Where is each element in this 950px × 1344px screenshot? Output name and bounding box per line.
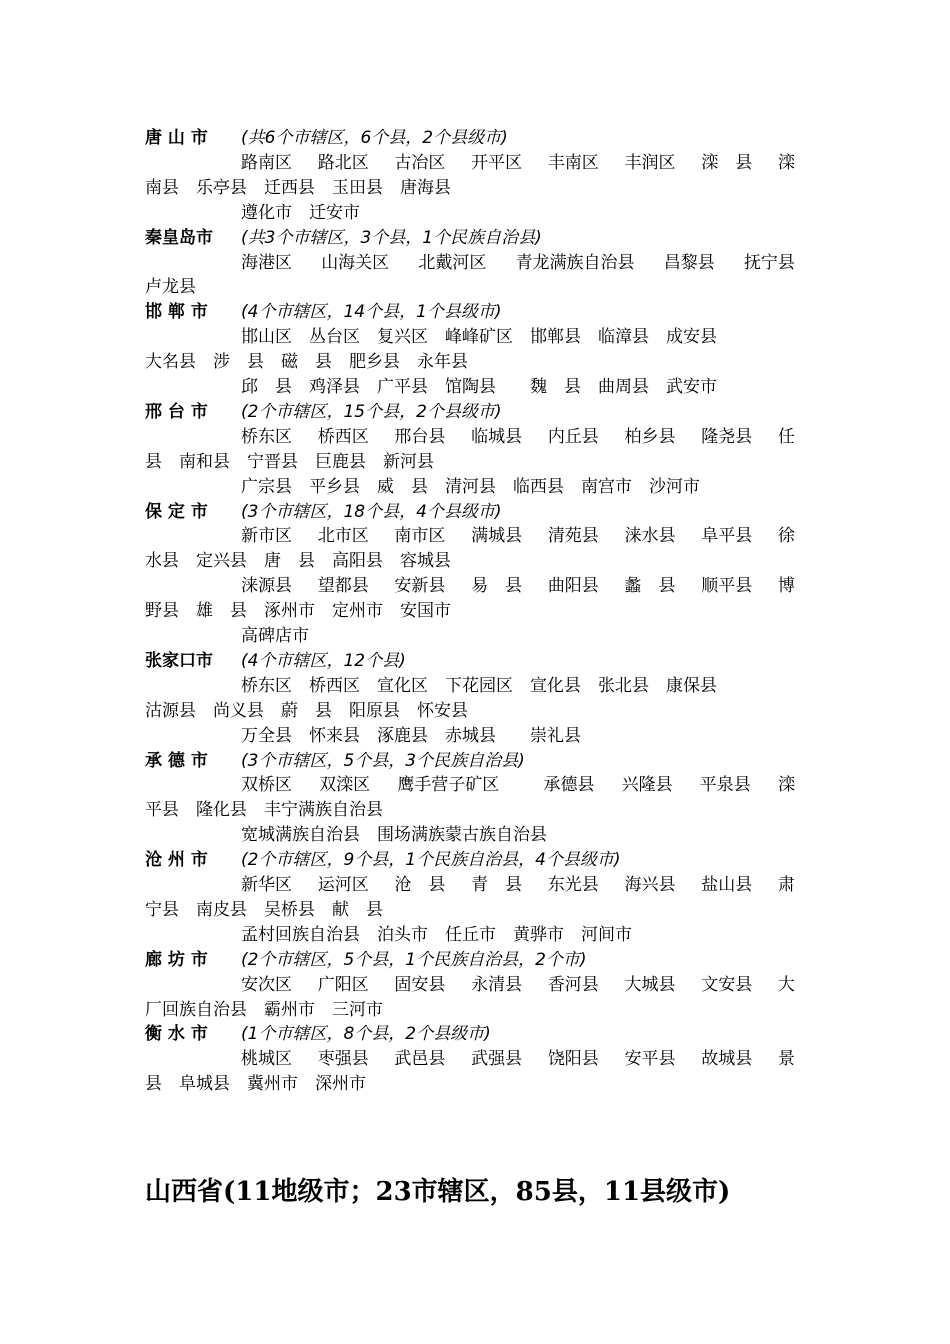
county-line — [145, 1072, 805, 1097]
county-row — [145, 450, 795, 475]
county-name: 南宫市 — [581, 476, 632, 497]
county-line — [145, 773, 805, 798]
county-name: 丰南区 — [547, 152, 599, 173]
county-name: 运河区 — [317, 875, 369, 895]
county-line — [145, 1047, 805, 1072]
county-name: 蠡 县 — [624, 576, 676, 597]
county-name: 宁晋县 — [247, 451, 298, 472]
county-name: 馆陶县 — [445, 377, 496, 397]
county-row — [145, 1072, 795, 1097]
county-name: 高碑店市 — [241, 626, 309, 646]
county-name: 沙河市 — [649, 476, 700, 497]
county-row — [241, 773, 795, 798]
county-name: 北戴河区 — [418, 252, 487, 273]
county-line — [145, 524, 805, 549]
county-name: 双滦区 — [319, 775, 371, 796]
county-name: 临城县 — [471, 426, 523, 447]
county-name: 满城县 — [471, 526, 523, 547]
county-name: 南皮县 — [196, 899, 247, 920]
county-row — [145, 549, 795, 574]
city-name: 张家口市 — [145, 650, 213, 671]
county-name: 顺平县 — [701, 576, 753, 597]
county-name: 开平区 — [471, 152, 523, 173]
county-name: 永清县 — [471, 974, 523, 995]
city-name: 秦皇岛市 — [145, 227, 213, 248]
county-name: 涉 县 — [213, 352, 264, 373]
county-name: 武邑县 — [394, 1049, 446, 1070]
city-header — [145, 300, 805, 325]
county-name: 怀安县 — [417, 700, 468, 721]
county-name: 沧 县 — [394, 875, 446, 895]
county-line — [145, 624, 805, 649]
county-name: 内丘县 — [547, 426, 599, 447]
county-name: 泊头市 — [377, 924, 428, 945]
county-row — [241, 1047, 795, 1072]
county-line — [145, 798, 805, 823]
county-name: 卢龙县 — [145, 277, 196, 298]
county-name: 康保县 — [666, 675, 717, 696]
county-name: 桥西区 — [317, 426, 369, 447]
county-row — [241, 923, 795, 948]
city-name: 廊 坊 市 — [145, 949, 208, 970]
county-name: 涿州市 — [264, 601, 315, 622]
city-summary: (共6个市辖区，6个县，2个县级市) — [241, 128, 508, 148]
county-name: 霸州市 — [264, 999, 315, 1020]
county-name: 大名县 — [145, 352, 196, 373]
county-row — [145, 275, 795, 300]
county-line — [145, 549, 805, 574]
county-name: 清苑县 — [547, 526, 599, 547]
county-name: 大城县 — [624, 974, 676, 995]
county-line — [145, 475, 805, 500]
county-name: 容城县 — [400, 551, 451, 572]
county-row — [241, 973, 795, 998]
county-name: 复兴区 — [377, 327, 428, 348]
county-line — [145, 201, 805, 226]
county-name: 蔚 县 — [281, 700, 332, 721]
county-name: 易 县 — [471, 576, 523, 597]
county-name: 野县 — [145, 601, 179, 622]
county-name: 邯山区 — [241, 327, 292, 348]
county-name: 桥西区 — [309, 675, 360, 696]
county-line — [145, 425, 805, 450]
county-name: 唐海县 — [400, 177, 451, 198]
county-name: 崇礼县 — [513, 725, 581, 746]
county-row — [241, 873, 795, 898]
county-name: 定州市 — [332, 601, 383, 622]
county-name: 鹰手营子矿区 — [397, 775, 517, 796]
county-name: 清河县 — [445, 476, 496, 497]
county-row — [241, 674, 795, 699]
county-name: 青龙满族自治县 — [515, 252, 635, 273]
county-row — [241, 375, 795, 400]
county-name: 宽城满族自治县 — [241, 825, 360, 846]
city-summary: (3个市辖区，18个县，4个县级市) — [241, 501, 502, 522]
county-line — [145, 574, 805, 599]
county-name: 平县 — [145, 800, 179, 821]
county-name: 新河县 — [383, 451, 434, 472]
county-name: 南和县 — [179, 451, 230, 472]
county-name: 巨鹿县 — [315, 451, 366, 472]
county-row — [241, 724, 795, 749]
county-name: 定兴县 — [196, 551, 247, 572]
county-name: 丰宁满族自治县 — [264, 800, 383, 821]
county-line — [145, 674, 805, 699]
province-heading: 山西省(11地级市；23市辖区，85县，11县级市) — [145, 1177, 731, 1207]
county-name: 厂回族自治县 — [145, 999, 247, 1020]
county-name: 迁西县 — [264, 177, 315, 198]
county-name: 成安县 — [666, 327, 717, 348]
county-name: 吴桥县 — [264, 899, 315, 920]
county-line — [145, 375, 805, 400]
county-row — [241, 201, 795, 226]
county-line — [145, 898, 805, 923]
county-line — [145, 251, 805, 276]
city-summary: (4个市辖区，12个县) — [241, 650, 406, 671]
county-name: 安国市 — [400, 601, 451, 622]
county-name: 邯郸县 — [530, 327, 581, 348]
county-name: 下花园区 — [445, 675, 513, 696]
city-summary: (共3个市辖区，3个县，1个民族自治县) — [241, 227, 542, 248]
county-name: 磁 县 — [281, 352, 332, 373]
county-name: 路南区 — [241, 152, 292, 173]
county-name: 阜平县 — [701, 526, 753, 547]
county-row — [241, 475, 795, 500]
county-name: 徐 — [777, 526, 795, 547]
county-name: 平乡县 — [309, 476, 360, 497]
county-row — [145, 599, 795, 624]
county-name: 隆尧县 — [701, 426, 753, 447]
county-row — [241, 624, 795, 649]
county-line — [145, 325, 805, 350]
county-row — [241, 524, 795, 549]
county-row — [241, 574, 795, 599]
county-line — [145, 973, 805, 998]
county-line — [145, 699, 805, 724]
city-header — [145, 1022, 805, 1047]
county-name: 北市区 — [317, 526, 369, 547]
county-name: 曲周县 — [598, 377, 649, 397]
city-name: 邢 台 市 — [145, 401, 208, 422]
county-name: 柏乡县 — [624, 426, 676, 447]
county-name: 武安市 — [666, 377, 717, 397]
county-name: 景 — [777, 1049, 795, 1070]
county-name: 临漳县 — [598, 327, 649, 348]
county-name: 怀来县 — [309, 725, 360, 746]
county-name: 海港区 — [241, 252, 292, 273]
county-name: 临西县 — [513, 476, 564, 497]
county-row — [145, 699, 795, 724]
county-name: 赤城县 — [445, 725, 496, 746]
city-name: 邯 郸 市 — [145, 302, 208, 323]
city-header — [145, 749, 805, 774]
county-name: 冀州市 — [247, 1074, 298, 1095]
county-row — [241, 823, 795, 848]
county-line — [145, 998, 805, 1023]
county-name: 高阳县 — [332, 551, 383, 572]
county-name: 承德县 — [543, 775, 595, 796]
city-name: 保 定 市 — [145, 501, 208, 522]
county-name: 昌黎县 — [663, 252, 715, 273]
county-name: 博 — [777, 576, 795, 597]
county-line — [145, 599, 805, 624]
county-name: 涞水县 — [624, 526, 676, 547]
county-name: 广平县 — [377, 377, 428, 397]
county-name: 盐山县 — [701, 875, 753, 895]
county-name: 迁安市 — [309, 202, 360, 223]
county-name: 曲阳县 — [547, 576, 599, 597]
county-name: 威 县 — [377, 476, 428, 497]
city-header — [145, 500, 805, 525]
county-name: 安平县 — [624, 1049, 676, 1070]
county-row — [145, 350, 795, 375]
county-name: 路北区 — [317, 152, 369, 173]
county-name: 文安县 — [701, 974, 753, 995]
county-name: 桃城区 — [241, 1049, 292, 1070]
county-name: 张北县 — [598, 675, 649, 696]
county-name: 乐亭县 — [196, 177, 247, 198]
county-name: 阜城县 — [179, 1074, 230, 1095]
county-name: 海兴县 — [624, 875, 676, 895]
county-row — [241, 151, 795, 176]
county-name: 永年县 — [417, 352, 468, 373]
county-name: 安次区 — [241, 974, 292, 995]
county-name: 河间市 — [581, 924, 632, 945]
county-name: 山海关区 — [321, 252, 390, 273]
county-name: 故城县 — [701, 1049, 753, 1070]
county-line — [145, 450, 805, 475]
county-row — [145, 176, 795, 201]
county-name: 大 — [777, 974, 795, 995]
county-name: 东光县 — [547, 875, 599, 895]
county-name: 香河县 — [547, 974, 599, 995]
county-row — [241, 251, 795, 276]
city-header — [145, 126, 805, 151]
county-name: 滦 — [777, 152, 795, 173]
county-name: 广宗县 — [241, 476, 292, 497]
city-name: 唐 山 市 — [145, 128, 208, 148]
county-name: 饶阳县 — [547, 1049, 599, 1070]
county-name: 宣化县 — [530, 675, 581, 696]
county-name: 青 县 — [471, 875, 523, 895]
county-name: 任 — [777, 426, 795, 447]
county-row — [145, 998, 795, 1023]
county-name: 古冶区 — [394, 152, 446, 173]
county-name: 涿鹿县 — [377, 725, 428, 746]
city-header — [145, 649, 805, 674]
county-name: 邢台县 — [394, 426, 446, 447]
county-name: 尚义县 — [213, 700, 264, 721]
county-line — [145, 873, 805, 898]
county-name: 魏 县 — [513, 377, 581, 397]
county-name: 涞源县 — [241, 576, 292, 597]
city-name: 沧 州 市 — [145, 850, 208, 871]
county-line — [145, 350, 805, 375]
county-name: 南县 — [145, 177, 179, 198]
county-name: 黄骅市 — [513, 924, 564, 945]
county-name: 抚宁县 — [743, 252, 795, 273]
county-name: 丛台区 — [309, 327, 360, 348]
county-name: 枣强县 — [317, 1049, 369, 1070]
county-name: 滦 县 — [701, 152, 753, 173]
county-name: 孟村回族自治县 — [241, 924, 360, 945]
county-row — [145, 898, 795, 923]
county-line — [145, 151, 805, 176]
county-name: 广阳区 — [317, 974, 369, 995]
city-name: 承 德 市 — [145, 750, 208, 771]
county-row — [145, 798, 795, 823]
county-name: 三河市 — [332, 999, 383, 1020]
city-summary: (1个市辖区，8个县，2个县级市) — [241, 1024, 491, 1045]
city-summary: (2个市辖区，15个县，2个县级市) — [241, 401, 502, 422]
city-header — [145, 848, 805, 873]
county-name: 深州市 — [315, 1074, 366, 1095]
county-line — [145, 823, 805, 848]
county-name: 固安县 — [394, 974, 446, 995]
city-summary: (2个市辖区，5个县，1个民族自治县，2个市) — [241, 949, 587, 970]
county-name: 唐 县 — [264, 551, 315, 572]
county-line — [145, 923, 805, 948]
city-header — [145, 948, 805, 973]
county-name: 宁县 — [145, 899, 179, 920]
county-name: 平泉县 — [699, 775, 751, 796]
county-name: 肃 — [777, 875, 795, 895]
city-summary: (3个市辖区，5个县，3个民族自治县) — [241, 750, 525, 771]
county-name: 献 县 — [332, 899, 383, 920]
city-header — [145, 400, 805, 425]
county-name: 邱 县 — [241, 377, 292, 397]
county-name: 新华区 — [241, 875, 292, 895]
county-name: 水县 — [145, 551, 179, 572]
county-name: 武强县 — [471, 1049, 523, 1070]
county-name: 县 — [145, 1074, 162, 1095]
county-row — [241, 425, 795, 450]
county-name: 鸡泽县 — [309, 377, 360, 397]
county-name: 玉田县 — [332, 177, 383, 198]
county-name: 万全县 — [241, 725, 292, 746]
county-name: 桥东区 — [241, 426, 292, 447]
county-name: 滦 — [777, 775, 795, 796]
county-name: 丰润区 — [624, 152, 676, 173]
county-name: 桥东区 — [241, 675, 292, 696]
city-header — [145, 226, 805, 251]
county-name: 南市区 — [394, 526, 446, 547]
county-name: 望都县 — [317, 576, 369, 597]
county-line — [145, 275, 805, 300]
county-name: 围场满族蒙古族自治县 — [377, 825, 547, 846]
county-name: 双桥区 — [241, 775, 292, 796]
county-name: 安新县 — [394, 576, 446, 597]
county-name: 遵化市 — [241, 202, 292, 223]
county-name: 峰峰矿区 — [445, 327, 513, 348]
county-line — [145, 724, 805, 749]
county-line — [145, 176, 805, 201]
county-name: 宣化区 — [377, 675, 428, 696]
county-name: 阳原县 — [349, 700, 400, 721]
county-name: 县 — [145, 451, 162, 472]
county-name: 隆化县 — [196, 800, 247, 821]
county-row — [241, 325, 795, 350]
county-name: 沽源县 — [145, 700, 196, 721]
city-name: 衡 水 市 — [145, 1024, 208, 1045]
county-name: 雄 县 — [196, 601, 247, 622]
county-name: 任丘市 — [445, 924, 496, 945]
county-name: 新市区 — [241, 526, 292, 547]
city-summary: (2个市辖区，9个县，1个民族自治县，4个县级市) — [241, 850, 621, 871]
county-name: 兴隆县 — [621, 775, 673, 796]
county-name: 肥乡县 — [349, 352, 400, 373]
city-summary: (4个市辖区，14个县，1个县级市) — [241, 302, 502, 323]
